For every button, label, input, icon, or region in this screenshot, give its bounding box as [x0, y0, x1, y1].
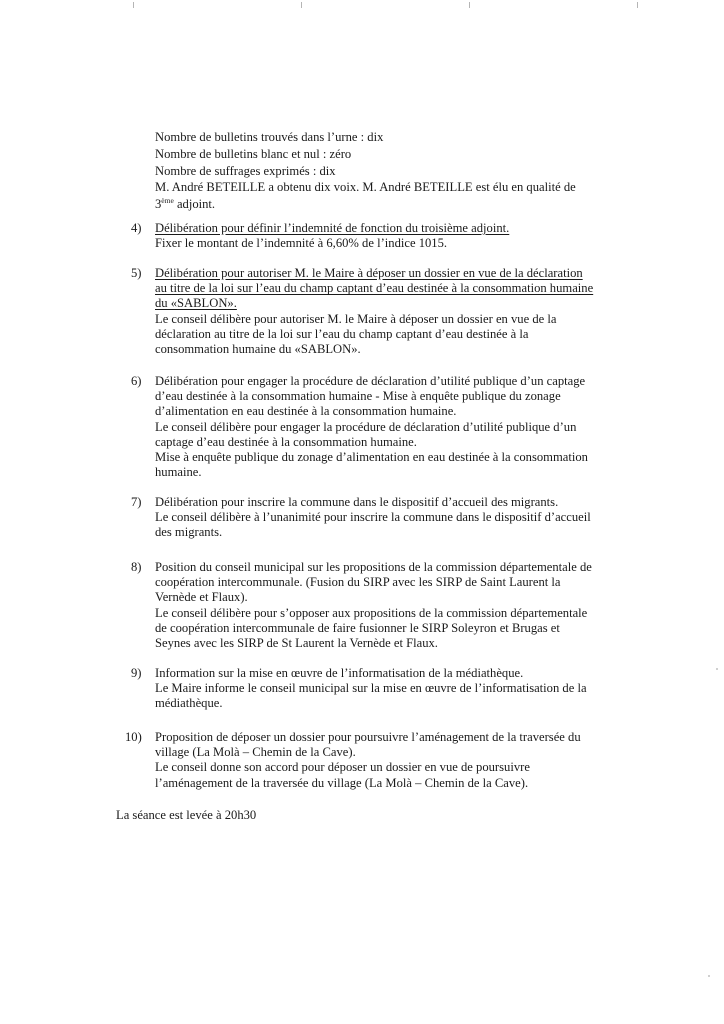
item-number: 9): [131, 666, 142, 680]
agenda-item-10: [125, 730, 631, 791]
item-text-line: l’aménagement de la traversée du village (La Molà – Chemin de la Cave).: [155, 775, 529, 790]
item-text-line: médiathèque.: [155, 696, 223, 711]
item-number: 7): [131, 495, 142, 509]
scan-mark: [469, 2, 470, 8]
agenda-item-4: [131, 221, 631, 251]
item-title: Délibération pour définir l’indemnité de fonction du troisième adjoint.: [155, 221, 510, 235]
item-text-line: des migrants.: [155, 525, 223, 540]
rank-text: adjoint.: [173, 197, 216, 212]
item-text-line: Le conseil délibère pour engager la procédure de déclaration d’utilité publique d’un: [155, 419, 577, 434]
votes-cast-line: Nombre de suffrages exprimés : dix: [155, 163, 336, 178]
item-number: 5): [131, 266, 142, 280]
scan-mark: [133, 2, 134, 8]
item-text-line: Le conseil délibère à l’unanimité pour inscrire la commune dans le dispositif d’accueil: [155, 510, 591, 525]
item-title-line: au titre de la loi sur l’eau du champ captant d’eau destinée à la consommation humaine: [155, 281, 594, 296]
rank-number: 3: [155, 197, 162, 212]
item-title-line: Délibération pour autoriser M. le Maire à déposer un dossier en vue de la déclaration: [155, 266, 583, 280]
item-number: 10): [125, 730, 142, 744]
item-text-line: humaine.: [155, 465, 202, 480]
item-text-line: Le conseil délibère pour s’opposer aux propositions de la commission départementale: [155, 605, 588, 620]
item-text: Fixer le montant de l’indemnité à 6,60% de l’indice 1015.: [155, 236, 448, 251]
rank-ordinal: ème: [161, 196, 174, 206]
scan-speck: [716, 668, 718, 670]
item-text-line: village (La Molà – Chemin de la Cave).: [155, 745, 356, 760]
item-text-line: Position du conseil municipal sur les propositions de la commission départementale de: [155, 560, 592, 574]
agenda-item-7: [131, 495, 631, 541]
item-text-line: Mise à enquête publique du zonage d’alimentation en eau destinée à la consommation: [155, 450, 588, 465]
item-text-line: Vernède et Flaux).: [155, 590, 248, 605]
item-text-line: Délibération pour engager la procédure de déclaration d’utilité publique d’un captage: [155, 374, 586, 388]
blank-null-line: Nombre de bulletins blanc et nul : zéro: [155, 146, 352, 161]
item-text-line: d’eau destinée à la consommation humaine - Mise à enquête publique du zonage: [155, 389, 561, 404]
item-title-line: du «SABLON».: [155, 296, 237, 311]
item-text-line: coopération intercommunale. (Fusion du SIRP avec les SIRP de Saint Laurent la: [155, 575, 561, 590]
scan-mark: [637, 2, 638, 8]
item-text-line: Proposition de déposer un dossier pour poursuivre l’aménagement de la traversée du: [155, 730, 581, 744]
item-text-line: Délibération pour inscrire la commune dans le dispositif d’accueil des migrants.: [155, 495, 559, 509]
item-text-line: d’alimentation en eau destinée à la consommation humaine.: [155, 404, 457, 419]
ballots-found-line: Nombre de bulletins trouvés dans l’urne : dix: [155, 130, 384, 144]
item-number: 4): [131, 221, 142, 235]
scan-mark: [301, 2, 302, 8]
item-text-line: Seynes avec les SIRP de St Laurent la Vernède et Flaux.: [155, 636, 438, 651]
item-text-line: Information sur la mise en œuvre de l’informatisation de la médiathèque.: [155, 666, 524, 680]
agenda-item-6: [131, 374, 631, 480]
scan-speck: [708, 975, 710, 977]
item-text-line: Le Maire informe le conseil municipal sur la mise en œuvre de l’informatisation de la: [155, 681, 587, 696]
election-result-line: M. André BETEILLE a obtenu dix voix. M. André BETEILLE est élu en qualité de: [155, 180, 576, 195]
item-text-line: déclaration au titre de la loi sur l’eau du champ captant d’eau destinée à la: [155, 326, 529, 341]
item-number: 6): [131, 374, 142, 388]
item-text-line: consommation humaine du «SABLON».: [155, 342, 361, 357]
vote-results: [155, 129, 625, 213]
item-text-line: captage d’eau destinée à la consommation humaine.: [155, 434, 417, 449]
adjoint-rank-line: [155, 196, 625, 213]
closing-statement: La séance est levée à 20h30: [116, 808, 257, 822]
agenda-item-5: [131, 266, 631, 357]
item-number: 8): [131, 560, 142, 574]
item-text-line: Le conseil donne son accord pour déposer un dossier en vue de poursuivre: [155, 760, 530, 775]
item-text-line: Le conseil délibère pour autoriser M. le Maire à déposer un dossier en vue de la: [155, 311, 557, 326]
agenda-item-8: [131, 560, 631, 651]
agenda-item-9: [131, 666, 631, 712]
item-text-line: de coopération intercommunale de faire fusionner le SIRP Soleyron et Brugas et: [155, 620, 560, 635]
